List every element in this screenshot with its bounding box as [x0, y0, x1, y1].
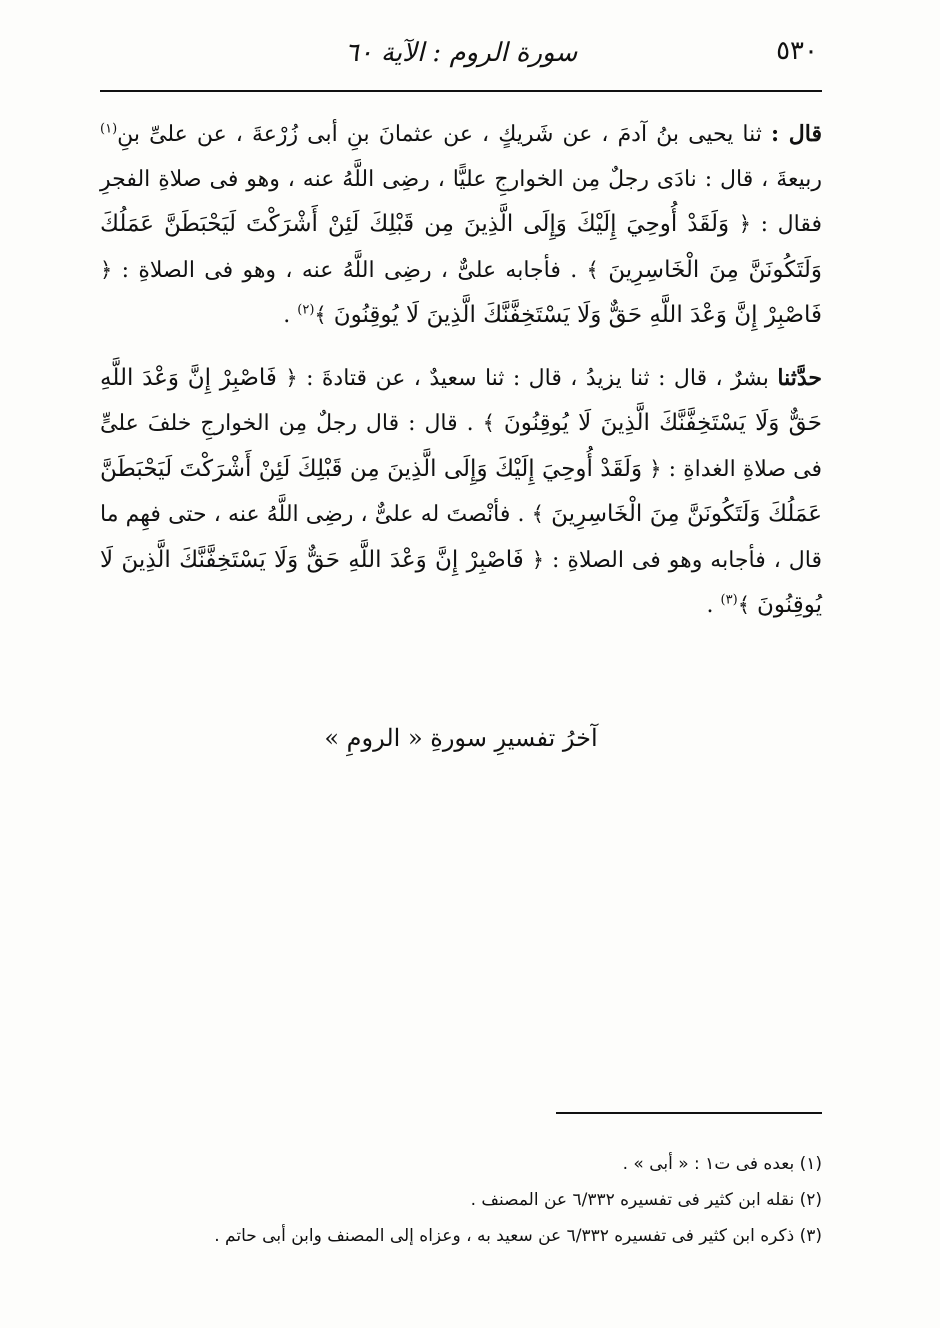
- text-run: .: [283, 303, 298, 328]
- footnote-rule: [556, 1112, 822, 1114]
- main-text: [100, 112, 822, 629]
- quran-verse: فَاصْبِرْ إِنَّ وَعْدَ اللَّهِ حَقٌّ وَلَا يَسْتَخِفَّنَّكَ الَّذِينَ لَا يُوقِنُونَ: [100, 546, 822, 618]
- surah-end-heading: آخرُ تفسيرِ سورةِ « الرومِ »: [324, 724, 598, 752]
- quran-open-bracket: ﴿: [738, 212, 751, 236]
- quran-verse: فَاصْبِرْ إِنَّ وَعْدَ اللَّهِ حَقٌّ وَلَا يَسْتَخِفَّنَّكَ الَّذِينَ لَا يُوقِنُونَ: [100, 364, 823, 436]
- paragraph-2: [100, 356, 822, 629]
- text-run: . فأجابه علىٌّ ، رضِى اللَّهُ عنه ، وهو فى الصلاةِ :: [121, 257, 587, 283]
- quran-close-bracket: ﴾: [586, 257, 599, 282]
- quran-open-bracket: ﴿: [100, 257, 113, 282]
- footnote-3: (٣) ذكره ابن كثير فى تفسيره ٦/٣٣٢ عن سعيد به ، وعزاه إلى المصنف وابن أبى حاتم .: [214, 1226, 822, 1246]
- quran-open-bracket: ﴿: [531, 547, 545, 572]
- header-rule: [100, 90, 822, 92]
- page-header: [100, 30, 822, 82]
- quran-open-bracket: ﴿: [649, 456, 662, 481]
- footnotes: [100, 1146, 822, 1254]
- running-title: سورة الروم : الآية ٦٠: [344, 38, 578, 68]
- text-run: بشرٌ ، قال : ثنا يزيدُ ، قال : ثنا سعيدٌ ، عن قتادةَ :: [306, 365, 778, 391]
- footnote-2: (٢) نقله ابن كثير فى تفسيره ٦/٣٣٢ عن المصنف .: [470, 1190, 822, 1210]
- footnote-reference[interactable]: (٣): [720, 592, 738, 608]
- footnote-reference[interactable]: (٢): [297, 302, 315, 318]
- text-run: . قال : قال رجلٌ مِن الخوارجِ خلفَ علىٍّ فى صلاةِ الغداةِ :: [100, 411, 823, 482]
- paragraph-lead: حدَّثنا: [777, 364, 822, 391]
- paragraph-lead: قال :: [770, 121, 822, 147]
- text-run: ربيعةَ ، قال : نادَى رجلٌ مِن الخوارجِ عليًّا ، رضِى اللَّهُ عنه ، وهو فى صلاةِ الفجرِ فقال :: [100, 166, 822, 237]
- text-run: . فأنْصتَ له علىٌّ ، رضِى اللَّهُ عنه ، حتى فهِم ما قال ، فأجابه وهو فى الصلاةِ :: [100, 502, 822, 573]
- footnote-reference[interactable]: (١): [100, 121, 118, 137]
- quran-close-bracket: ﴾: [531, 502, 544, 526]
- quran-verse: وَلَقَدْ أُوحِيَ إِلَيْكَ وَإِلَى الَّذِينَ مِن قَبْلِكَ لَئِنْ أَشْرَكْتَ لَيَحْبَطَنَّ عَمَلُكَ وَلَتَكُونَنَّ مِنَ الْخَاسِرِينَ: [100, 211, 823, 283]
- quran-verse: فَاصْبِرْ إِنَّ وَعْدَ اللَّهِ حَقٌّ وَلَا يَسْتَخِفَّنَّكَ الَّذِينَ لَا يُوقِنُونَ: [333, 302, 822, 328]
- text-run: .: [706, 593, 721, 618]
- quran-close-bracket: ﴾: [737, 593, 750, 617]
- text-run: ثنا يحيى بنُ آدمَ ، عن شَريكٍ ، عن عثمانَ بنِ أبى زُرْعةَ ، عن علىِّ بنِ: [117, 122, 771, 147]
- quran-open-bracket: ﴿: [285, 365, 298, 390]
- quran-close-bracket: ﴾: [482, 411, 495, 435]
- quran-verse: وَلَقَدْ أُوحِيَ إِلَيْكَ وَإِلَى الَّذِينَ مِن قَبْلِكَ لَئِنْ أَشْرَكْتَ لَيَحْبَطَنَّ عَمَلُكَ وَلَتَكُونَنَّ مِنَ الْخَاسِرِينَ: [100, 455, 823, 527]
- quran-close-bracket: ﴾: [314, 303, 327, 327]
- paragraph-1: [100, 112, 822, 339]
- page-number: ٥٣٠: [776, 36, 818, 66]
- footnote-1: (١) بعده فى ت١ : « أبى » .: [622, 1154, 822, 1174]
